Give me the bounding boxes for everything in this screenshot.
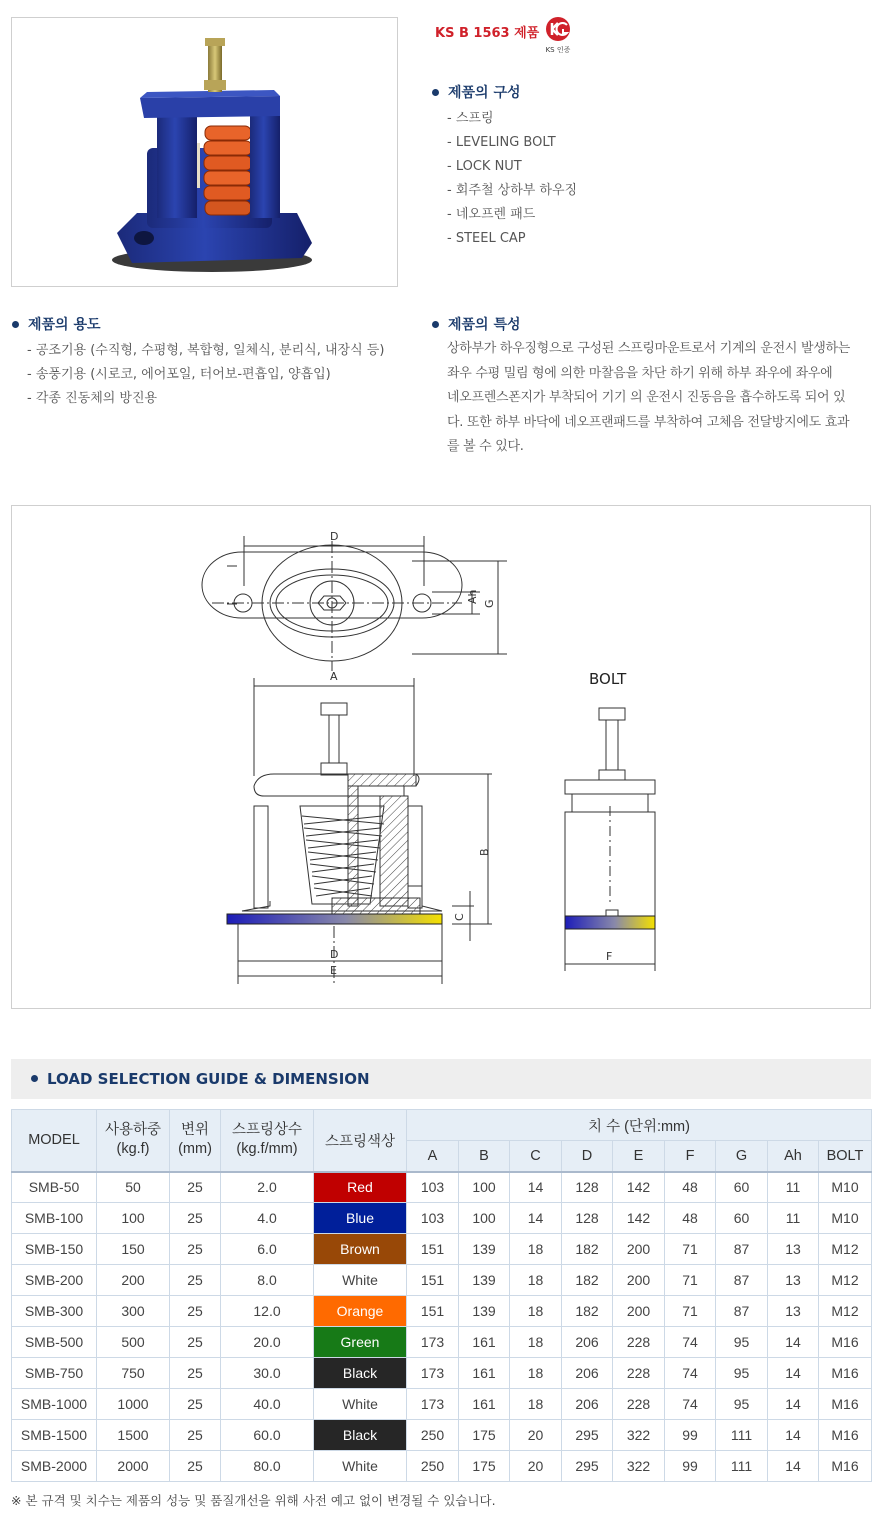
- cell-dimension: 20: [510, 1451, 562, 1482]
- top-view: [202, 536, 507, 671]
- header-dim-col: Ah: [768, 1141, 819, 1172]
- cell-spring-constant: 2.0: [221, 1172, 314, 1203]
- technical-drawing: [11, 505, 871, 1009]
- cell-dimension: 13: [768, 1296, 819, 1327]
- features-title: 제품의 특성: [432, 314, 872, 334]
- cell-dimension: 173: [407, 1327, 459, 1358]
- cell-dimension: 206: [562, 1358, 613, 1389]
- cell-dimension: 151: [407, 1296, 459, 1327]
- cell-dimension: 87: [716, 1234, 768, 1265]
- table-row: [12, 1389, 872, 1420]
- cell-spring-color: Black: [314, 1358, 407, 1389]
- load-selection-table: [11, 1109, 872, 1482]
- list-item: - 회주철 상하부 하우징: [447, 183, 578, 198]
- cell-dimension: 206: [562, 1389, 613, 1420]
- table-row: [12, 1234, 872, 1265]
- cell-dimension: 111: [716, 1451, 768, 1482]
- cell-displacement: 25: [170, 1265, 221, 1296]
- table-row: [12, 1203, 872, 1234]
- cell-spring-constant: 6.0: [221, 1234, 314, 1265]
- list-item: - 각종 진동체의 방진용: [27, 391, 158, 406]
- cell-spring-color: White: [314, 1451, 407, 1482]
- cell-dimension: 182: [562, 1234, 613, 1265]
- cell-spring-constant: 80.0: [221, 1451, 314, 1482]
- ks-mark-label: KS 인증: [545, 46, 571, 54]
- footnote: ※ 본 규격 및 치수는 제품의 성능 및 품질개선을 위해 사전 예고 없이 변경될 수 있습니다.: [11, 1493, 496, 1508]
- cell-model: SMB-50: [12, 1172, 97, 1203]
- cell-dimension: 18: [510, 1389, 562, 1420]
- cell-spring-color: White: [314, 1265, 407, 1296]
- cell-spring-color: Black: [314, 1420, 407, 1451]
- cell-dimension: 100: [459, 1203, 510, 1234]
- cell-model: SMB-300: [12, 1296, 97, 1327]
- bolt-view: [565, 708, 655, 971]
- cell-dimension: 200: [613, 1234, 665, 1265]
- cell-dimension: 128: [562, 1203, 613, 1234]
- list-item: - LOCK NUT: [447, 159, 522, 174]
- bullet-icon: [432, 321, 439, 328]
- dim-label-d-bottom: D: [330, 948, 339, 961]
- cell-spring-color: Red: [314, 1172, 407, 1203]
- cell-dimension: 14: [768, 1389, 819, 1420]
- cell-dimension: 60: [716, 1203, 768, 1234]
- dim-label-d-top: D: [330, 530, 339, 543]
- table-row: [12, 1420, 872, 1451]
- cell-dimension: 182: [562, 1296, 613, 1327]
- cell-dimension: 139: [459, 1296, 510, 1327]
- cell-dimension: 161: [459, 1389, 510, 1420]
- cell-load: 750: [97, 1358, 170, 1389]
- cell-displacement: 25: [170, 1203, 221, 1234]
- cell-load: 150: [97, 1234, 170, 1265]
- cell-load: 2000: [97, 1451, 170, 1482]
- cell-load: 100: [97, 1203, 170, 1234]
- header-spring-color: 스프링색상: [314, 1110, 407, 1172]
- cell-dimension: 175: [459, 1451, 510, 1482]
- composition-list: [447, 107, 577, 251]
- list-item: - LEVELING BOLT: [447, 135, 556, 150]
- table-row: [12, 1172, 872, 1203]
- cell-dimension: 14: [768, 1327, 819, 1358]
- cell-displacement: 25: [170, 1389, 221, 1420]
- bullet-icon: [12, 321, 19, 328]
- cell-spring-constant: 20.0: [221, 1327, 314, 1358]
- cell-dimension: 99: [665, 1451, 716, 1482]
- header-dimensions: 치 수 (단위:mm): [407, 1110, 872, 1141]
- cell-model: SMB-500: [12, 1327, 97, 1358]
- bolt-view-title: BOLT: [589, 670, 627, 688]
- cell-dimension: 48: [665, 1203, 716, 1234]
- table-row: [12, 1451, 872, 1482]
- cell-dimension: 18: [510, 1358, 562, 1389]
- cell-dimension: 95: [716, 1358, 768, 1389]
- cell-dimension: 295: [562, 1420, 613, 1451]
- cell-dimension: 18: [510, 1234, 562, 1265]
- cell-dimension: 100: [459, 1172, 510, 1203]
- cell-dimension: 173: [407, 1358, 459, 1389]
- cell-model: SMB-200: [12, 1265, 97, 1296]
- cell-model: SMB-750: [12, 1358, 97, 1389]
- cell-displacement: 25: [170, 1234, 221, 1265]
- features-line: 다. 또한 하부 바닥에 네오프랜패드를 부착하여 고체음 전달방지에도 효과: [447, 414, 850, 430]
- cell-dimension: 71: [665, 1296, 716, 1327]
- cell-dimension: M16: [819, 1451, 872, 1482]
- composition-title: 제품의 구성: [432, 82, 577, 102]
- cell-dimension: 142: [613, 1172, 665, 1203]
- load-selection-header: [11, 1059, 871, 1099]
- cell-dimension: 111: [716, 1420, 768, 1451]
- cell-dimension: 74: [665, 1358, 716, 1389]
- cell-dimension: 103: [407, 1203, 459, 1234]
- composition-section: [432, 82, 577, 251]
- header-dim-col: BOLT: [819, 1141, 872, 1172]
- table-row: [12, 1296, 872, 1327]
- features-line: 를 볼 수 있다.: [447, 439, 524, 454]
- cell-dimension: 13: [768, 1265, 819, 1296]
- cell-dimension: 18: [510, 1265, 562, 1296]
- cell-model: SMB-1000: [12, 1389, 97, 1420]
- list-item: - 공조기용 (수직형, 수평형, 복합형, 일체식, 분리식, 내장식 등): [27, 343, 385, 358]
- cell-displacement: 25: [170, 1451, 221, 1482]
- usage-section: [12, 314, 384, 411]
- cell-displacement: 25: [170, 1358, 221, 1389]
- list-item: - 송풍기용 (시로코, 에어포일, 터어보-편흡입, 양흡입): [27, 367, 331, 382]
- cell-spring-constant: 40.0: [221, 1389, 314, 1420]
- load-selection-title: LOAD SELECTION GUIDE & DIMENSION: [47, 1070, 370, 1088]
- cell-spring-color: White: [314, 1389, 407, 1420]
- dim-label-e: E: [330, 964, 337, 977]
- cell-dimension: 139: [459, 1265, 510, 1296]
- dim-label-f: F: [606, 950, 613, 963]
- cell-dimension: M16: [819, 1420, 872, 1451]
- cell-dimension: 95: [716, 1389, 768, 1420]
- cell-spring-constant: 4.0: [221, 1203, 314, 1234]
- dim-label-g: G: [483, 599, 496, 608]
- cell-dimension: 200: [613, 1265, 665, 1296]
- usage-title: 제품의 용도: [12, 314, 384, 334]
- cell-dimension: 14: [510, 1203, 562, 1234]
- header-dim-col: F: [665, 1141, 716, 1172]
- cell-load: 200: [97, 1265, 170, 1296]
- cell-dimension: 322: [613, 1451, 665, 1482]
- list-item: - STEEL CAP: [447, 231, 526, 246]
- cell-spring-color: Orange: [314, 1296, 407, 1327]
- cell-dimension: 206: [562, 1327, 613, 1358]
- table-row: [12, 1265, 872, 1296]
- cell-dimension: 13: [768, 1234, 819, 1265]
- header-model: MODEL: [12, 1110, 97, 1172]
- cell-dimension: 103: [407, 1172, 459, 1203]
- list-item: - 스프링: [447, 111, 494, 126]
- header-load: 사용하중 (kg.f): [97, 1110, 170, 1172]
- cell-model: SMB-1500: [12, 1420, 97, 1451]
- cell-displacement: 25: [170, 1172, 221, 1203]
- cell-dimension: 128: [562, 1172, 613, 1203]
- dim-label-c: C: [453, 913, 466, 921]
- cell-load: 50: [97, 1172, 170, 1203]
- cell-dimension: 95: [716, 1327, 768, 1358]
- cell-dimension: M16: [819, 1389, 872, 1420]
- cell-dimension: M12: [819, 1265, 872, 1296]
- cell-dimension: 142: [613, 1203, 665, 1234]
- cell-dimension: 71: [665, 1234, 716, 1265]
- cell-dimension: 161: [459, 1358, 510, 1389]
- table-row: [12, 1327, 872, 1358]
- header-dim-col: G: [716, 1141, 768, 1172]
- cell-dimension: 14: [768, 1420, 819, 1451]
- cell-load: 1500: [97, 1420, 170, 1451]
- cell-dimension: 250: [407, 1451, 459, 1482]
- cell-dimension: 295: [562, 1451, 613, 1482]
- cell-dimension: 161: [459, 1327, 510, 1358]
- cell-load: 500: [97, 1327, 170, 1358]
- cell-dimension: M16: [819, 1358, 872, 1389]
- cell-dimension: 200: [613, 1296, 665, 1327]
- cell-dimension: 175: [459, 1420, 510, 1451]
- cell-dimension: 11: [768, 1172, 819, 1203]
- cell-dimension: 14: [768, 1358, 819, 1389]
- features-line: 좌우 수평 밀림 형에 의한 마찰음을 차단 하기 위해 하부 좌우에 좌우에: [447, 365, 833, 381]
- dim-label-ah: Ah: [466, 589, 479, 604]
- cell-dimension: 14: [768, 1451, 819, 1482]
- cell-load: 1000: [97, 1389, 170, 1420]
- ks-certification-mark: [541, 15, 575, 55]
- header-dim-col: E: [613, 1141, 665, 1172]
- cell-dimension: M16: [819, 1327, 872, 1358]
- cell-spring-constant: 8.0: [221, 1265, 314, 1296]
- cell-dimension: 250: [407, 1420, 459, 1451]
- cell-dimension: 87: [716, 1265, 768, 1296]
- cell-dimension: 18: [510, 1296, 562, 1327]
- header-displacement: 변위 (mm): [170, 1110, 221, 1172]
- features-section: [432, 314, 872, 460]
- cell-model: SMB-2000: [12, 1451, 97, 1482]
- ks-standard-title: KS B 1563 제품: [435, 26, 540, 41]
- table-row: [12, 1358, 872, 1389]
- cell-dimension: 228: [613, 1358, 665, 1389]
- cell-dimension: 322: [613, 1420, 665, 1451]
- dim-label-a: A: [330, 670, 338, 683]
- header-dim-col: C: [510, 1141, 562, 1172]
- cell-dimension: 20: [510, 1420, 562, 1451]
- side-view: [227, 678, 492, 986]
- bullet-icon: [31, 1075, 38, 1082]
- cell-dimension: 139: [459, 1234, 510, 1265]
- cell-dimension: 151: [407, 1234, 459, 1265]
- cell-spring-color: Brown: [314, 1234, 407, 1265]
- cell-dimension: 173: [407, 1389, 459, 1420]
- cell-dimension: 71: [665, 1265, 716, 1296]
- cell-dimension: 87: [716, 1296, 768, 1327]
- cell-dimension: 228: [613, 1327, 665, 1358]
- cell-displacement: 25: [170, 1296, 221, 1327]
- cell-dimension: 11: [768, 1203, 819, 1234]
- dim-label-b: B: [478, 848, 491, 856]
- cell-spring-constant: 60.0: [221, 1420, 314, 1451]
- cell-dimension: 60: [716, 1172, 768, 1203]
- cell-dimension: M12: [819, 1296, 872, 1327]
- product-photo: [11, 17, 398, 287]
- cell-dimension: 228: [613, 1389, 665, 1420]
- bullet-icon: [432, 89, 439, 96]
- cell-dimension: 151: [407, 1265, 459, 1296]
- cell-dimension: 74: [665, 1389, 716, 1420]
- cell-dimension: 48: [665, 1172, 716, 1203]
- header-spring-constant: 스프링상수 (kg.f/mm): [221, 1110, 314, 1172]
- cell-model: SMB-150: [12, 1234, 97, 1265]
- cell-load: 300: [97, 1296, 170, 1327]
- cell-displacement: 25: [170, 1420, 221, 1451]
- cell-spring-color: Blue: [314, 1203, 407, 1234]
- cell-dimension: M10: [819, 1172, 872, 1203]
- cell-dimension: M10: [819, 1203, 872, 1234]
- cell-dimension: 99: [665, 1420, 716, 1451]
- cell-model: SMB-100: [12, 1203, 97, 1234]
- header-dim-col: B: [459, 1141, 510, 1172]
- cell-spring-constant: 30.0: [221, 1358, 314, 1389]
- cell-dimension: 14: [510, 1172, 562, 1203]
- cell-dimension: 182: [562, 1265, 613, 1296]
- cell-dimension: 74: [665, 1327, 716, 1358]
- header-dim-col: A: [407, 1141, 459, 1172]
- cell-dimension: 18: [510, 1327, 562, 1358]
- usage-list: [27, 339, 384, 411]
- header-dim-col: D: [562, 1141, 613, 1172]
- cell-displacement: 25: [170, 1327, 221, 1358]
- features-text: [447, 337, 872, 460]
- cell-dimension: M12: [819, 1234, 872, 1265]
- features-line: 네오프렌스폰지가 부착되어 기기 의 운전시 진동음을 흡수하도록 되어 있: [447, 390, 846, 405]
- cell-spring-constant: 12.0: [221, 1296, 314, 1327]
- features-line: 상하부가 하우징형으로 구성된 스프링마운트로서 기계의 운전시 발생하는: [447, 341, 850, 356]
- list-item: - 네오프렌 패드: [447, 207, 536, 222]
- cell-spring-color: Green: [314, 1327, 407, 1358]
